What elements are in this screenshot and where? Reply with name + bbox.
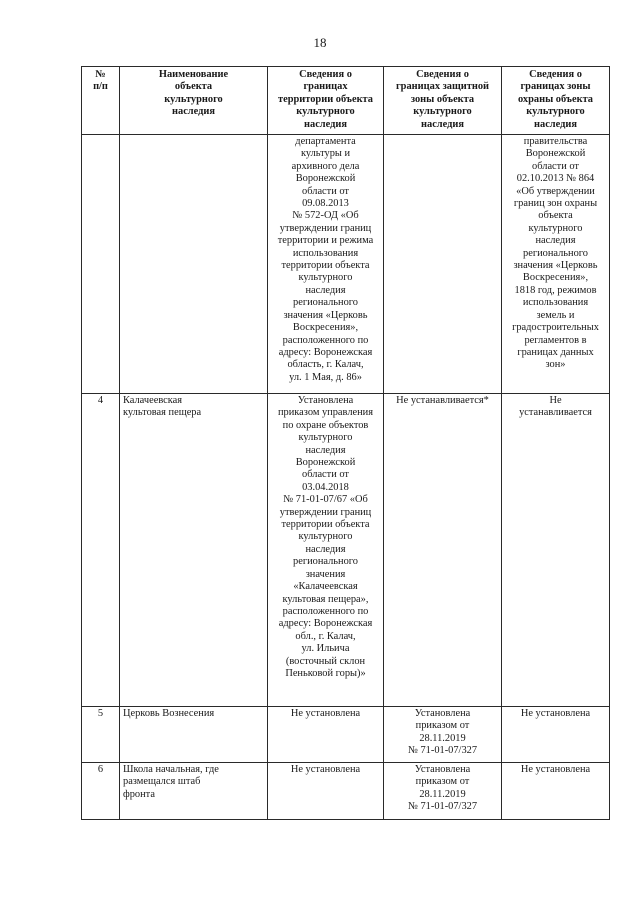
- table-row: [82, 394, 610, 707]
- header-security-zone: Сведения о границах зоны охраны объекта культурного наследия: [502, 67, 610, 135]
- object-name: Школа начальная, где размещался штаб фронта: [120, 763, 268, 820]
- header-protective-zone: Сведения о границах защитной зоны объекта культурного наследия: [384, 67, 502, 135]
- security-zone-info: Не установлена: [502, 707, 610, 763]
- page-number: 18: [313, 35, 327, 50]
- row-number: 5: [82, 707, 120, 763]
- header-territory-boundaries: Сведения о границах территории объекта культурного наследия: [268, 67, 384, 135]
- protective-zone-info: Установлена приказом от 28.11.2019 № 71-01-07/327: [384, 707, 502, 763]
- heritage-objects-table: [81, 66, 610, 820]
- security-zone-info: Не устанавливается: [502, 394, 610, 707]
- territory-info: Установлена приказом управления по охране объектов культурного наследия Воронежской области от 03.04.2018 № 71-01-07/67 «Об утверждении границ территории объекта культурного наследия регионального значения «Калачеевская культовая пещера», расположенного по адресу: Воронежская обл., г. Калач, ул. Ильича (восточный склон Пеньковой горы)»: [268, 394, 384, 707]
- territory-info: Не установлена: [268, 763, 384, 820]
- row-number: [82, 135, 120, 394]
- header-number: № п/п: [82, 67, 120, 135]
- object-name: [120, 135, 268, 394]
- table-row: [82, 763, 610, 820]
- header-object-name: Наименование объекта культурного наследия: [120, 67, 268, 135]
- object-name: Церковь Вознесения: [120, 707, 268, 763]
- table-row: [82, 135, 610, 394]
- object-name: Калачеевская культовая пещера: [120, 394, 268, 707]
- row-number: 4: [82, 394, 120, 707]
- row-number: 6: [82, 763, 120, 820]
- protective-zone-info: [384, 135, 502, 394]
- protective-zone-info: Установлена приказом от 28.11.2019 № 71-01-07/327: [384, 763, 502, 820]
- security-zone-info: Не установлена: [502, 763, 610, 820]
- security-zone-info: правительства Воронежской области от 02.10.2013 № 864 «Об утверждении границ зон охраны объекта культурного наследия регионального значения «Церковь Воскресения», 1818 год, режимов использования земель и градостроительных регламентов в границах данных зон»: [502, 135, 610, 394]
- protective-zone-info: Не устанавливается*: [384, 394, 502, 707]
- territory-info: департамента культуры и архивного дела Воронежской области от 09.08.2013 № 572-ОД «Об утверждении границ территории и режима использования территории объекта культурного наследия регионального значения «Церковь Воскресения», расположенного по адресу: Воронежская область, г. Калач, ул. 1 Мая, д. 86»: [268, 135, 384, 394]
- territory-info: Не установлена: [268, 707, 384, 763]
- table-row: [82, 707, 610, 763]
- table-header-row: [82, 67, 610, 135]
